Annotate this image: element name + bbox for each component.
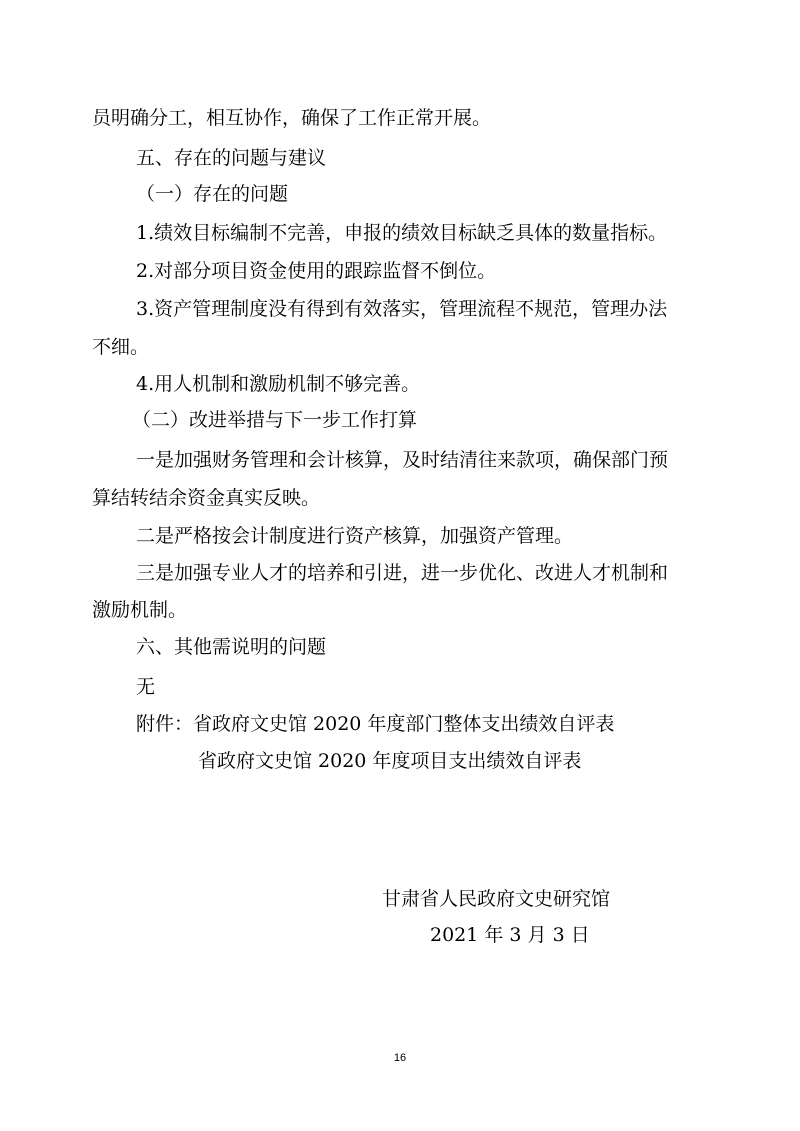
measure-3: 三是加强专业人才的培养和引进，进一步优化、改进人才机制和 — [136, 562, 669, 584]
measure-3-cont: 激励机制。 — [92, 599, 188, 621]
measure-1: 一是加强财务管理和会计核算，及时结清往来款项，确保部门预 — [136, 449, 669, 471]
paragraph-continuation: 员明确分工，相互协作，确保了工作正常开展。 — [92, 107, 492, 129]
subsection-heading-1: （一）存在的问题 — [136, 183, 289, 205]
signature-date: 2021 年 3 月 3 日 — [430, 924, 590, 946]
issue-item-2: 2.对部分项目资金使用的跟踪监督不倒位。 — [136, 260, 497, 282]
attachment-line-2: 省政府文史馆 2020 年度项目支出绩效自评表 — [198, 750, 582, 772]
signature-organization: 甘肃省人民政府文史研究馆 — [382, 888, 611, 910]
issue-item-3: 3.资产管理制度没有得到有效落实，管理流程不规范，管理办法 — [136, 298, 668, 320]
issue-item-4: 4.用人机制和激励机制不够完善。 — [136, 373, 421, 395]
none-text: 无 — [136, 676, 156, 698]
issue-item-3-cont: 不细。 — [92, 336, 150, 358]
page-number: 16 — [393, 1052, 407, 1064]
issue-item-1: 1.绩效目标编制不完善，申报的绩效目标缺乏具体的数量指标。 — [136, 222, 668, 244]
measure-2: 二是严格按会计制度进行资产核算，加强资产管理。 — [136, 525, 574, 547]
section-heading-5: 五、存在的问题与建议 — [136, 147, 327, 169]
attachment-line-1: 附件：省政府文史馆 2020 年度部门整体支出绩效自评表 — [136, 713, 615, 735]
subsection-heading-2: （二）改进举措与下一步工作打算 — [132, 409, 418, 431]
section-heading-6: 六、其他需说明的问题 — [136, 636, 327, 658]
measure-1-cont: 算结转结余资金真实反映。 — [92, 487, 321, 509]
